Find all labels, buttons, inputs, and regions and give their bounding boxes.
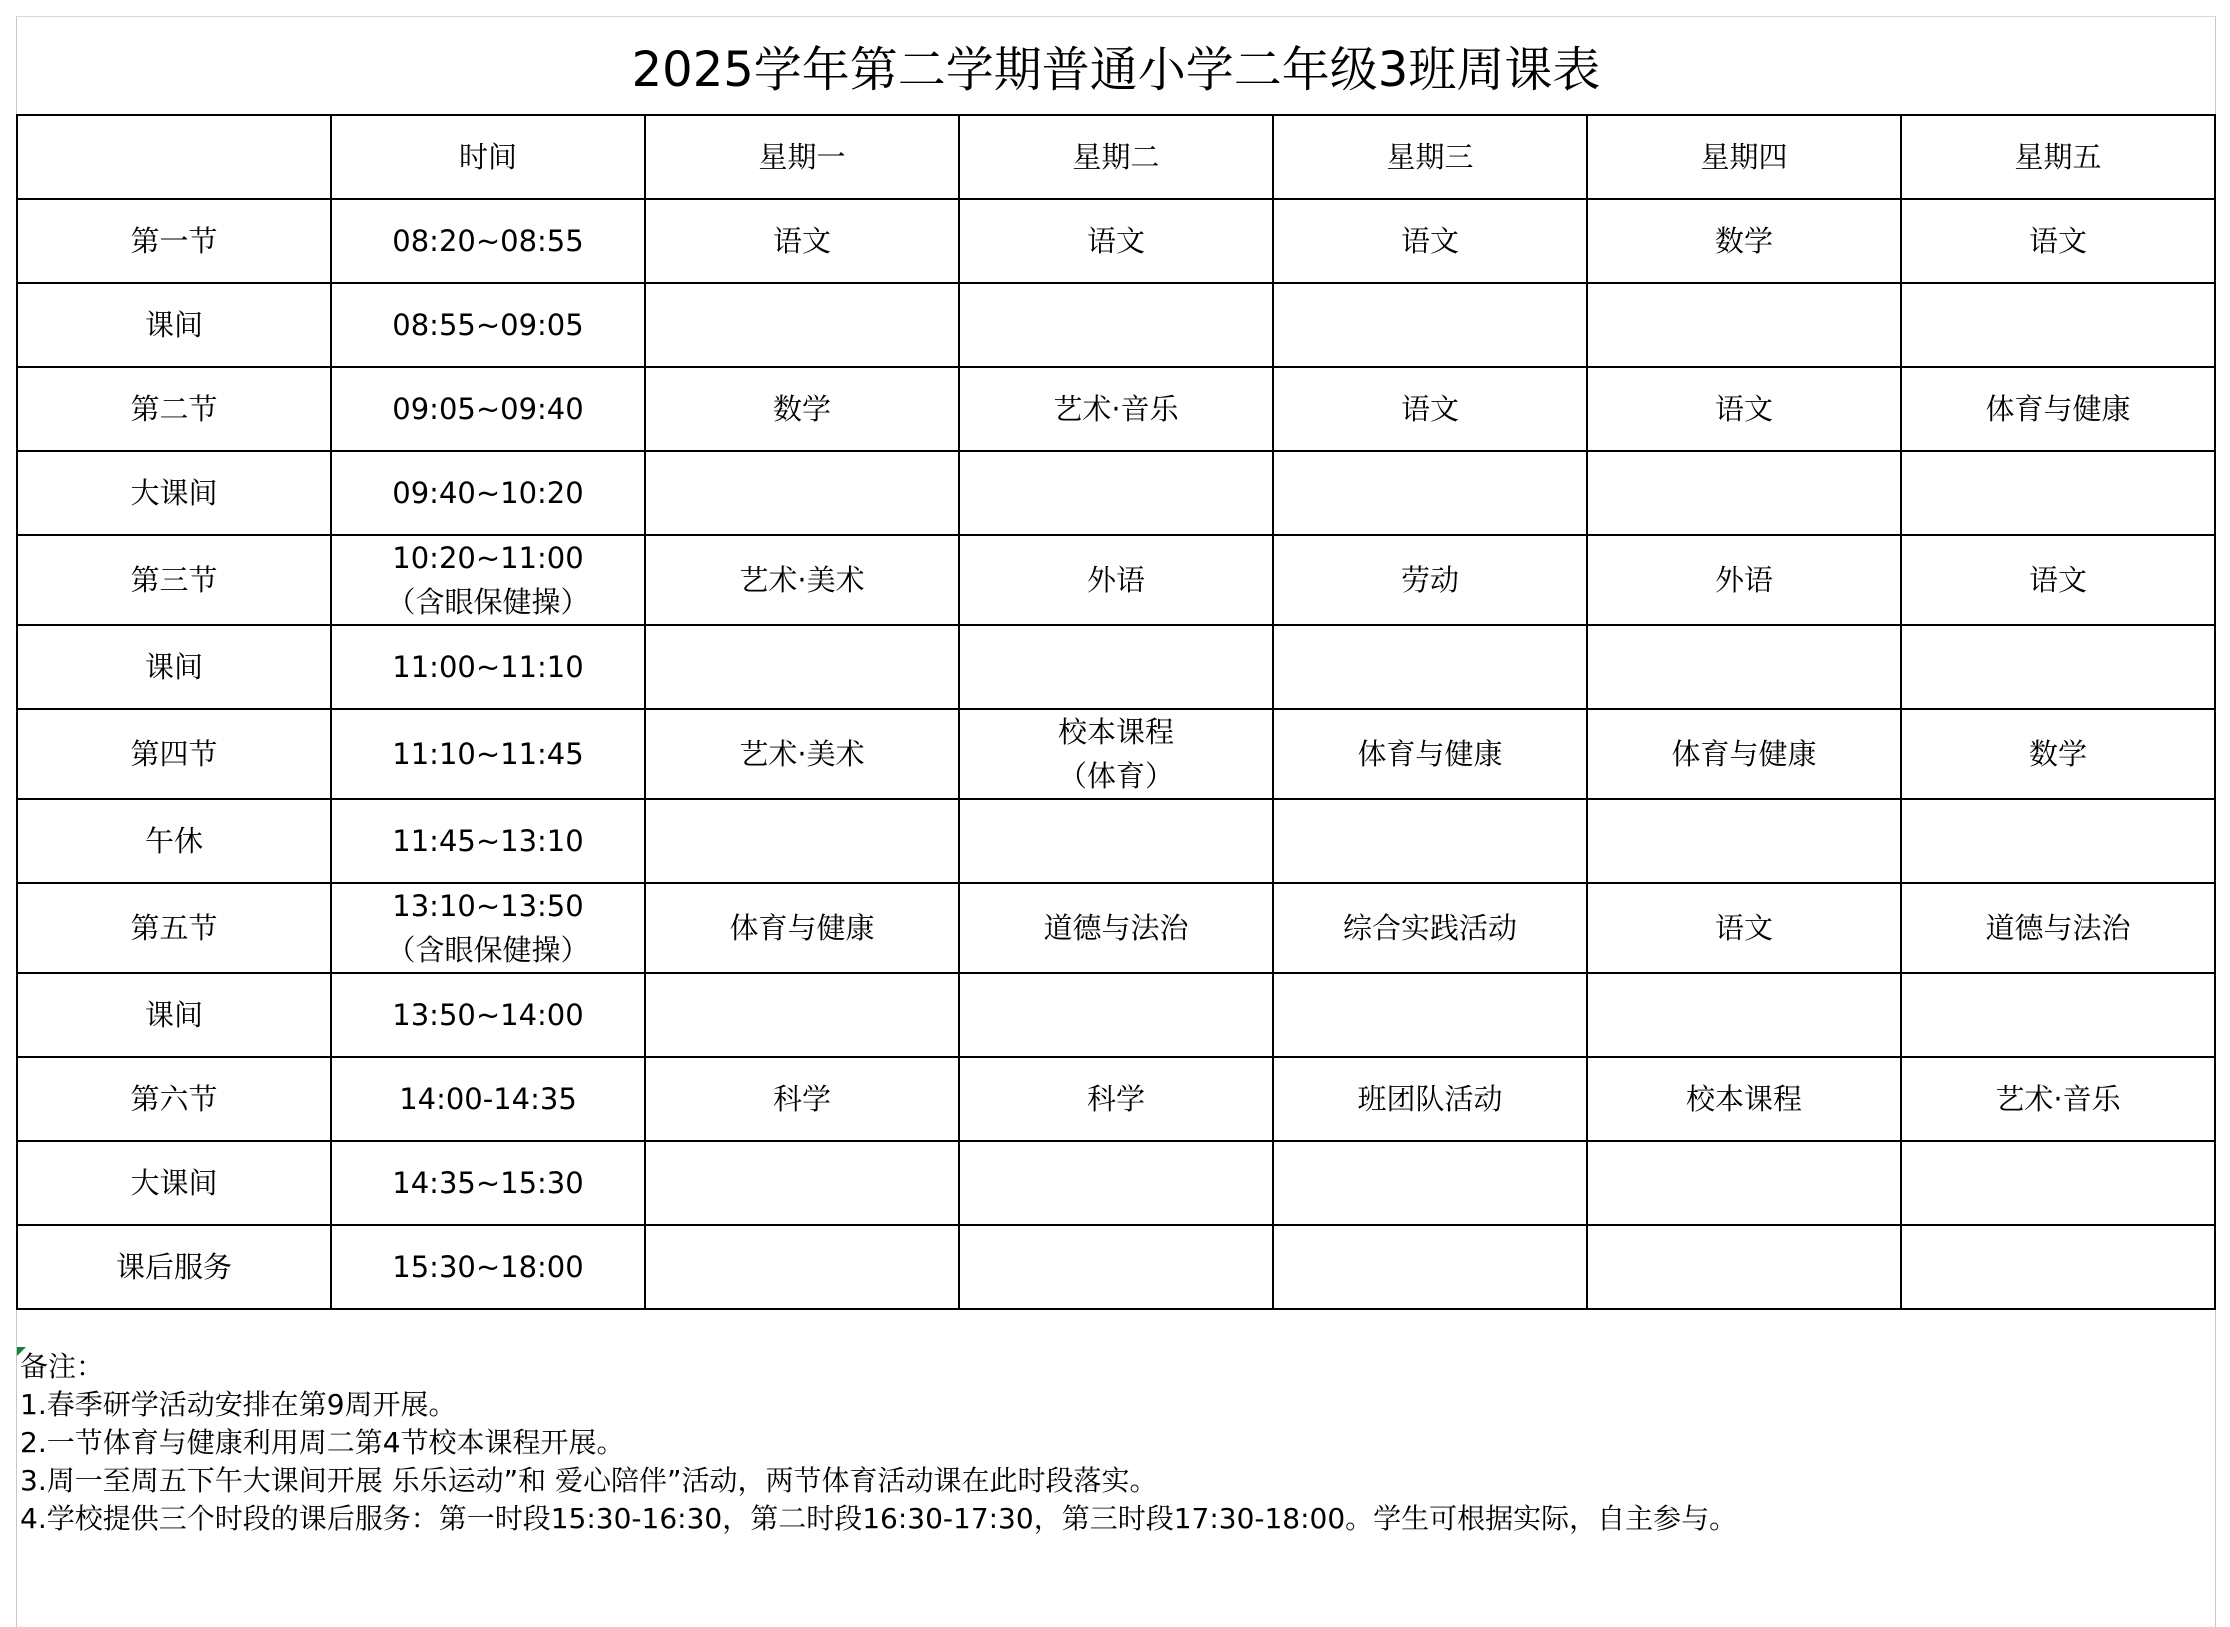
course-line: 艺术·美术	[739, 563, 865, 597]
course-cell-thursday	[1587, 451, 1901, 535]
course-cell-tuesday	[959, 625, 1273, 709]
course-cell-tuesday	[959, 535, 1273, 625]
course-cell-wednesday	[1273, 283, 1587, 367]
time-line: 09:05~09:40	[392, 392, 584, 426]
time-line: 14:00-14:35	[399, 1082, 577, 1116]
notes-section	[20, 1348, 2200, 1538]
header-row	[17, 115, 2215, 199]
course-line: 科学	[1086, 1082, 1145, 1116]
course-cell-thursday	[1587, 973, 1901, 1057]
course-cell-thursday	[1587, 535, 1901, 625]
period-cell: 大课间	[17, 1141, 331, 1225]
header-friday: 星期五	[1901, 115, 2215, 199]
course-cell-wednesday	[1273, 1225, 1587, 1309]
time-cell	[331, 1141, 645, 1225]
header-corner	[17, 115, 331, 199]
period-cell: 第一节	[17, 199, 331, 283]
course-line: 艺术·美术	[739, 737, 865, 771]
time-line: 11:45~13:10	[392, 824, 584, 858]
time-cell	[331, 883, 645, 973]
course-line: 语文	[1400, 224, 1459, 258]
time-line: 15:30~18:00	[392, 1250, 584, 1284]
course-line: 语文	[772, 224, 831, 258]
course-cell-wednesday	[1273, 1141, 1587, 1225]
course-line: 语文	[1714, 911, 1773, 945]
note-item: 3.周一至周五下午大课间开展 乐乐运动”和 爱心陪伴”活动，两节体育活动课在此时段落实。	[20, 1464, 1158, 1497]
course-line: 艺术·音乐	[1995, 1082, 2121, 1116]
time-cell	[331, 451, 645, 535]
course-line: 道德与法治	[1985, 911, 2131, 945]
course-cell-monday	[645, 799, 959, 883]
course-line: 语文	[1400, 392, 1459, 426]
course-cell-friday	[1901, 1141, 2215, 1225]
course-cell-thursday	[1587, 883, 1901, 973]
period-cell: 课间	[17, 973, 331, 1057]
course-cell-monday	[645, 451, 959, 535]
course-line: 语文	[1714, 392, 1773, 426]
period-cell: 大课间	[17, 451, 331, 535]
course-cell-thursday	[1587, 625, 1901, 709]
time-cell	[331, 283, 645, 367]
period-cell: 第四节	[17, 709, 331, 799]
course-cell-wednesday	[1273, 451, 1587, 535]
table-row	[17, 1225, 2215, 1309]
course-cell-wednesday	[1273, 367, 1587, 451]
course-cell-tuesday	[959, 799, 1273, 883]
header-tuesday: 星期二	[959, 115, 1273, 199]
period-cell: 第六节	[17, 1057, 331, 1141]
course-cell-friday	[1901, 799, 2215, 883]
course-cell-thursday	[1587, 1141, 1901, 1225]
course-line: 语文	[2028, 563, 2087, 597]
header-thursday: 星期四	[1587, 115, 1901, 199]
time-cell	[331, 709, 645, 799]
course-cell-wednesday	[1273, 625, 1587, 709]
course-cell-friday	[1901, 1225, 2215, 1309]
course-cell-thursday	[1587, 1057, 1901, 1141]
course-cell-tuesday	[959, 709, 1273, 799]
note-item: 4.学校提供三个时段的课后服务：第一时段15:30-16:30，第二时段16:30-17:30，第三时段17:30-18:00。学生可根据实际，自主参与。	[20, 1502, 1738, 1535]
header-wednesday: 星期三	[1273, 115, 1587, 199]
course-cell-tuesday	[959, 1057, 1273, 1141]
period-cell: 第三节	[17, 535, 331, 625]
course-cell-tuesday	[959, 199, 1273, 283]
course-line: 班团队活动	[1357, 1082, 1503, 1116]
table-row	[17, 799, 2215, 883]
time-line: （含眼保健操）	[386, 585, 590, 619]
course-cell-thursday	[1587, 199, 1901, 283]
course-line: 体育与健康	[1357, 737, 1503, 771]
course-line: 数学	[2028, 737, 2087, 771]
course-line: 语文	[1086, 224, 1145, 258]
period-cell: 课间	[17, 625, 331, 709]
course-line: （体育）	[1057, 759, 1174, 793]
course-cell-thursday	[1587, 1225, 1901, 1309]
course-cell-friday	[1901, 199, 2215, 283]
course-line: 数学	[1714, 224, 1773, 258]
course-cell-monday	[645, 1225, 959, 1309]
note-item: 1.春季研学活动安排在第9周开展。	[20, 1388, 457, 1421]
course-cell-tuesday	[959, 451, 1273, 535]
course-cell-monday	[645, 883, 959, 973]
course-cell-tuesday	[959, 283, 1273, 367]
course-cell-wednesday	[1273, 709, 1587, 799]
course-cell-wednesday	[1273, 199, 1587, 283]
course-cell-thursday	[1587, 799, 1901, 883]
course-cell-monday	[645, 1141, 959, 1225]
course-line: 校本课程	[1057, 715, 1174, 749]
course-line: 艺术·音乐	[1053, 392, 1179, 426]
timetable	[16, 114, 2216, 1310]
course-line: 数学	[772, 392, 831, 426]
course-line: 科学	[772, 1082, 831, 1116]
course-line: 语文	[2028, 224, 2087, 258]
course-cell-friday	[1901, 625, 2215, 709]
course-cell-wednesday	[1273, 973, 1587, 1057]
course-cell-friday	[1901, 709, 2215, 799]
course-cell-monday	[645, 199, 959, 283]
course-cell-friday	[1901, 451, 2215, 535]
time-line: 13:10~13:50	[392, 889, 584, 923]
course-cell-friday	[1901, 973, 2215, 1057]
time-cell	[331, 535, 645, 625]
course-line: 体育与健康	[729, 911, 875, 945]
table-row	[17, 973, 2215, 1057]
course-cell-wednesday	[1273, 883, 1587, 973]
course-cell-friday	[1901, 283, 2215, 367]
course-cell-tuesday	[959, 1225, 1273, 1309]
course-cell-monday	[645, 535, 959, 625]
course-cell-friday	[1901, 883, 2215, 973]
table-row	[17, 1141, 2215, 1225]
time-line: 14:35~15:30	[392, 1166, 584, 1200]
table-row	[17, 451, 2215, 535]
course-line: 外语	[1714, 563, 1773, 597]
header-monday: 星期一	[645, 115, 959, 199]
title-row	[16, 16, 2216, 114]
course-line: 体育与健康	[1671, 737, 1817, 771]
course-cell-wednesday	[1273, 535, 1587, 625]
course-cell-monday	[645, 283, 959, 367]
table-row	[17, 199, 2215, 283]
time-line: 13:50~14:00	[392, 998, 584, 1032]
period-cell: 课后服务	[17, 1225, 331, 1309]
time-cell	[331, 625, 645, 709]
course-cell-tuesday	[959, 883, 1273, 973]
note-item: 2.一节体育与健康利用周二第4节校本课程开展。	[20, 1426, 625, 1459]
time-cell	[331, 367, 645, 451]
course-cell-thursday	[1587, 367, 1901, 451]
table-row	[17, 883, 2215, 973]
course-line: 道德与法治	[1043, 911, 1189, 945]
course-cell-thursday	[1587, 709, 1901, 799]
period-cell: 课间	[17, 283, 331, 367]
timetable-body	[17, 199, 2215, 1309]
course-cell-monday	[645, 1057, 959, 1141]
course-cell-thursday	[1587, 283, 1901, 367]
course-cell-friday	[1901, 535, 2215, 625]
time-line: 09:40~10:20	[392, 476, 584, 510]
table-row	[17, 367, 2215, 451]
course-cell-monday	[645, 625, 959, 709]
table-row	[17, 709, 2215, 799]
course-cell-wednesday	[1273, 1057, 1587, 1141]
time-cell	[331, 973, 645, 1057]
course-line: 体育与健康	[1985, 392, 2131, 426]
course-cell-monday	[645, 973, 959, 1057]
time-line: 11:00~11:10	[392, 650, 584, 684]
table-row	[17, 283, 2215, 367]
course-cell-wednesday	[1273, 799, 1587, 883]
course-cell-friday	[1901, 367, 2215, 451]
time-cell	[331, 199, 645, 283]
course-cell-tuesday	[959, 973, 1273, 1057]
time-cell	[331, 799, 645, 883]
time-line: 08:20~08:55	[392, 224, 584, 258]
table-row	[17, 625, 2215, 709]
table-row	[17, 1057, 2215, 1141]
notes-heading: 备注：	[20, 1350, 105, 1383]
course-line: 校本课程	[1685, 1082, 1802, 1116]
time-line: 11:10~11:45	[392, 737, 584, 771]
time-line: 10:20~11:00	[392, 541, 584, 575]
course-cell-tuesday	[959, 1141, 1273, 1225]
header-time: 时间	[331, 115, 645, 199]
course-line: 劳动	[1400, 563, 1459, 597]
period-cell: 第二节	[17, 367, 331, 451]
course-cell-monday	[645, 709, 959, 799]
course-cell-tuesday	[959, 367, 1273, 451]
page-title: 2025学年第二学期普通小学二年级3班周课表	[631, 41, 1601, 98]
time-line: （含眼保健操）	[386, 933, 590, 967]
time-cell	[331, 1225, 645, 1309]
period-cell: 午休	[17, 799, 331, 883]
course-line: 外语	[1086, 563, 1145, 597]
time-line: 08:55~09:05	[392, 308, 584, 342]
course-cell-friday	[1901, 1057, 2215, 1141]
period-cell: 第五节	[17, 883, 331, 973]
course-line: 综合实践活动	[1342, 911, 1517, 945]
course-cell-monday	[645, 367, 959, 451]
table-row	[17, 535, 2215, 625]
time-cell	[331, 1057, 645, 1141]
